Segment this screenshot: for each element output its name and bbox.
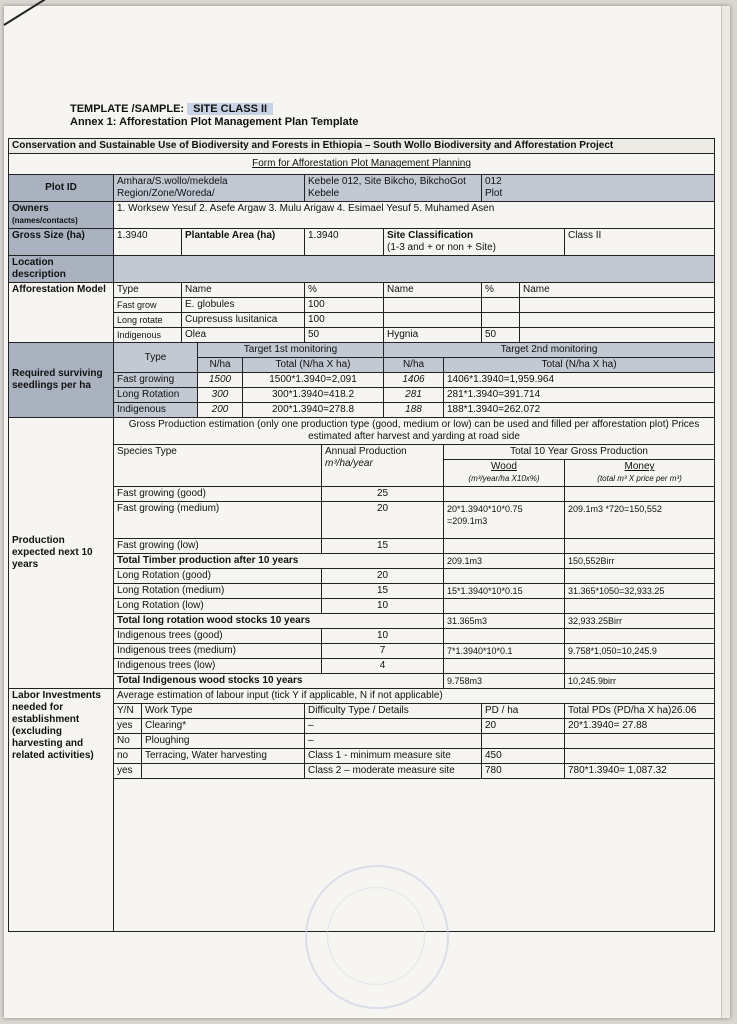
species: Long Rotation (low) (114, 599, 322, 614)
owners-label-cell (9, 202, 114, 229)
am-name: Olea (182, 328, 305, 343)
annual-value: 25 (322, 487, 444, 502)
plantable-area-value: 1.3940 (305, 229, 384, 256)
am-pct-2 (482, 313, 520, 328)
seedling-t1: 200*1.3940=278.8 (243, 403, 384, 418)
plot-value: 012 (485, 176, 502, 187)
production-row (9, 487, 715, 502)
money-header (565, 460, 715, 487)
seedling-n2: 281 (384, 388, 444, 403)
production-row (9, 569, 715, 584)
labor-total: 20*1.3940= 27.88 (565, 719, 715, 734)
am-header-name-1: Name (182, 283, 305, 298)
production-row (9, 629, 715, 644)
labor-pd: 450 (482, 749, 565, 764)
money-value: 150,552Birr (565, 554, 715, 569)
project-title: Conservation and Sustainable Use of Biodiversity and Forests in Ethiopia – South Wollo Biodiversity and Afforestation Project (9, 139, 715, 154)
labor-pd: 20 (482, 719, 565, 734)
form-title: Form for Afforestation Plot Management Planning (9, 154, 715, 175)
money-value (565, 487, 715, 502)
am-name-2 (384, 313, 482, 328)
template-prefix: TEMPLATE /SAMPLE: (70, 103, 185, 115)
am-type: Fast grow (114, 298, 182, 313)
seedling-t2: 188*1.3940=262.072 (444, 403, 715, 418)
money-label: Money (624, 461, 655, 472)
work-type-header: Work Type (142, 704, 305, 719)
labor-difficulty: – (305, 719, 482, 734)
species: Indigenous trees (medium) (114, 644, 322, 659)
annual-unit: m³/ha/year (325, 458, 373, 469)
owners-label: Owners (12, 203, 49, 214)
production-row (9, 659, 715, 674)
kebele-cell (305, 175, 482, 202)
seedling-type: Indigenous (114, 403, 198, 418)
annex-title: Annex 1: Afforestation Plot Management Plan Template (70, 116, 359, 128)
production-row (9, 502, 715, 539)
labor-difficulty: Class 2 – moderate measure site (305, 764, 482, 779)
region-value: Amhara/S.wollo/mekdela (117, 176, 228, 187)
difficulty-header: Difficulty Type / Details (305, 704, 482, 719)
wood-value: 209.1m3 (444, 554, 565, 569)
plot-label: Plot (485, 188, 503, 199)
am-header-name-2: Name (384, 283, 482, 298)
target-2-nha: N/ha (384, 358, 444, 373)
species: Total long rotation wood stocks 10 years (114, 614, 444, 629)
money-value (565, 539, 715, 554)
seedling-t1: 300*1.3940=418.2 (243, 388, 384, 403)
am-header-name-3: Name (520, 283, 715, 298)
site-class-value: Class II (565, 229, 715, 256)
am-type: Indigenous (114, 328, 182, 343)
annual-value: 10 (322, 599, 444, 614)
am-pct: 50 (305, 328, 384, 343)
wood-value (444, 539, 565, 554)
plantable-area-label: Plantable Area (ha) (182, 229, 305, 256)
money-value (565, 599, 715, 614)
species: Fast growing (medium) (114, 502, 322, 539)
money-value: 10,245.9birr (565, 674, 715, 689)
am-row (9, 298, 715, 313)
species: Total Timber production after 10 years (114, 554, 444, 569)
seedling-row (9, 388, 715, 403)
wood-label: Wood (491, 461, 517, 472)
yn-header: Y/N (114, 704, 142, 719)
labor-work: Terracing, Water harvesting (142, 749, 305, 764)
production-row (9, 599, 715, 614)
species: Fast growing (good) (114, 487, 322, 502)
seedlings-label: Required surviving seedlings per ha (9, 343, 114, 418)
gross-size-value: 1.3940 (114, 229, 182, 256)
production-row (9, 644, 715, 659)
seedling-t2: 1406*1.3940=1,959.964 (444, 373, 715, 388)
seedling-n1: 300 (198, 388, 243, 403)
seedling-type: Fast growing (114, 373, 198, 388)
labor-total (565, 749, 715, 764)
total-pds-header: Total PDs (PD/ha X ha)26.06 (565, 704, 715, 719)
target-1-total: Total (N/ha X ha) (243, 358, 384, 373)
am-pct-2: 50 (482, 328, 520, 343)
afforestation-model-text: Afforestation Model (12, 284, 106, 295)
am-type: Long rotate (114, 313, 182, 328)
species: Indigenous trees (low) (114, 659, 322, 674)
am-row (9, 313, 715, 328)
annual-value: 15 (322, 584, 444, 599)
wood-value: 31.365m3 (444, 614, 565, 629)
wood-value (444, 599, 565, 614)
plot-cell (482, 175, 715, 202)
am-name-3 (520, 313, 715, 328)
labor-difficulty: – (305, 734, 482, 749)
money-value: 31.365*1050=32,933.25 (565, 584, 715, 599)
wood-value (444, 487, 565, 502)
location-label: Location description (9, 256, 114, 283)
region-cell (114, 175, 305, 202)
labor-work: Clearing* (142, 719, 305, 734)
seedling-n1: 200 (198, 403, 243, 418)
seedling-type: Long Rotation (114, 388, 198, 403)
document-header (70, 103, 359, 129)
wood-unit: (m³/year/ha X10x%) (468, 474, 540, 483)
labor-work: Ploughing (142, 734, 305, 749)
site-class-note: (1-3 and + or non + Site) (387, 242, 496, 253)
am-row (9, 328, 715, 343)
seedling-t2: 281*1.3940=391.714 (444, 388, 715, 403)
production-total-row (9, 674, 715, 689)
annual-label: Annual Production (325, 446, 407, 457)
annual-value: 7 (322, 644, 444, 659)
labor-row (9, 749, 715, 764)
money-value: 9.758*1,050=10,245.9 (565, 644, 715, 659)
money-unit: (total m³ X price per m³) (597, 474, 682, 483)
am-pct: 100 (305, 298, 384, 313)
production-total-row (9, 554, 715, 569)
wood-value: 15*1.3940*10*0.15 (444, 584, 565, 599)
money-value (565, 629, 715, 644)
labor-label: Labor Investments needed for establishment (excluding harvesting and related activities) (9, 689, 114, 932)
region-label: Region/Zone/Woreda/ (117, 188, 215, 199)
labor-total (565, 734, 715, 749)
wood-value: 7*1.3940*10*0.1 (444, 644, 565, 659)
target-1-nha: N/ha (198, 358, 243, 373)
labor-yn: no (114, 749, 142, 764)
labor-work (142, 764, 305, 779)
owners-sublabel: (names/contacts) (12, 216, 78, 225)
seedlings-type-header: Type (114, 343, 198, 373)
annual-value: 20 (322, 569, 444, 584)
labor-row (9, 764, 715, 779)
seedling-t1: 1500*1.3940=2,091 (243, 373, 384, 388)
labor-note: Average estimation of labour input (tick Y if applicable, N if not applicable) (114, 689, 715, 704)
page-edge (721, 6, 730, 1018)
total-10-year-header: Total 10 Year Gross Production (444, 445, 715, 460)
kebele-value: Kebele 012, Site Bikcho, BikchoGot (308, 176, 466, 187)
am-name-3 (520, 328, 715, 343)
seedling-n2: 1406 (384, 373, 444, 388)
money-value: 32,933.25Birr (565, 614, 715, 629)
labor-pd: 780 (482, 764, 565, 779)
am-pct-2 (482, 298, 520, 313)
labor-yn: No (114, 734, 142, 749)
annual-production-header (322, 445, 444, 487)
am-name: E. globules (182, 298, 305, 313)
seedling-row (9, 403, 715, 418)
location-value (114, 256, 715, 283)
wood-value: 20*1.3940*10*0.75 =209.1m3 (444, 502, 565, 539)
labor-pd (482, 734, 565, 749)
wood-header (444, 460, 565, 487)
labor-total: 780*1.3940= 1,087.32 (565, 764, 715, 779)
money-value (565, 659, 715, 674)
labor-yn: yes (114, 764, 142, 779)
money-value: 209.1m3 *720=150,552 (565, 502, 715, 539)
official-stamp (305, 865, 449, 1009)
owners-value: 1. Worksew Yesuf 2. Asefe Argaw 3. Mulu Arigaw 4. Esimael Yesuf 5. Muhamed Asen (114, 202, 715, 229)
am-header-pct-2: % (482, 283, 520, 298)
annual-value: 10 (322, 629, 444, 644)
am-header-pct-1: % (305, 283, 384, 298)
seedling-n1: 1500 (198, 373, 243, 388)
site-class-cell (384, 229, 565, 256)
wood-value (444, 629, 565, 644)
labor-row (9, 719, 715, 734)
am-name-2: Hygnia (384, 328, 482, 343)
site-class-title: SITE CLASS II (187, 103, 273, 115)
annual-value: 15 (322, 539, 444, 554)
species: Long Rotation (medium) (114, 584, 322, 599)
am-pct: 100 (305, 313, 384, 328)
seedling-n2: 188 (384, 403, 444, 418)
production-label: Production expected next 10 years (9, 418, 114, 689)
afforestation-model-label (9, 283, 114, 343)
labor-row (9, 734, 715, 749)
kebele-label: Kebele (308, 188, 340, 199)
species: Fast growing (low) (114, 539, 322, 554)
gross-size-label: Gross Size (ha) (9, 229, 114, 256)
labor-difficulty: Class 1 - minimum measure site (305, 749, 482, 764)
pd-header: PD / ha (482, 704, 565, 719)
species: Total Indigenous wood stocks 10 years (114, 674, 444, 689)
am-name-2 (384, 298, 482, 313)
target-2-total: Total (N/ha X ha) (444, 358, 715, 373)
species: Indigenous trees (good) (114, 629, 322, 644)
labor-yn: yes (114, 719, 142, 734)
plan-form-table (8, 138, 715, 932)
production-note: Gross Production estimation (only one production type (good, medium or low) can be used and filled per afforestation plot) Prices estimated after harvest and yarding at road side (114, 418, 715, 445)
am-name: Cupresuss lusitanica (182, 313, 305, 328)
am-header-type: Type (114, 283, 182, 298)
production-total-row (9, 614, 715, 629)
wood-value (444, 569, 565, 584)
annual-value: 20 (322, 502, 444, 539)
site-class-label: Site Classification (387, 230, 474, 241)
species: Long Rotation (good) (114, 569, 322, 584)
money-value (565, 569, 715, 584)
production-row (9, 584, 715, 599)
am-name-3 (520, 298, 715, 313)
plot-id-label: Plot ID (9, 175, 114, 202)
wood-value: 9.758m3 (444, 674, 565, 689)
production-row (9, 539, 715, 554)
target-1-header: Target 1st monitoring (198, 343, 384, 358)
seedling-row (9, 373, 715, 388)
species-type-header: Species Type (114, 445, 322, 487)
annual-value: 4 (322, 659, 444, 674)
wood-value (444, 659, 565, 674)
target-2-header: Target 2nd monitoring (384, 343, 715, 358)
